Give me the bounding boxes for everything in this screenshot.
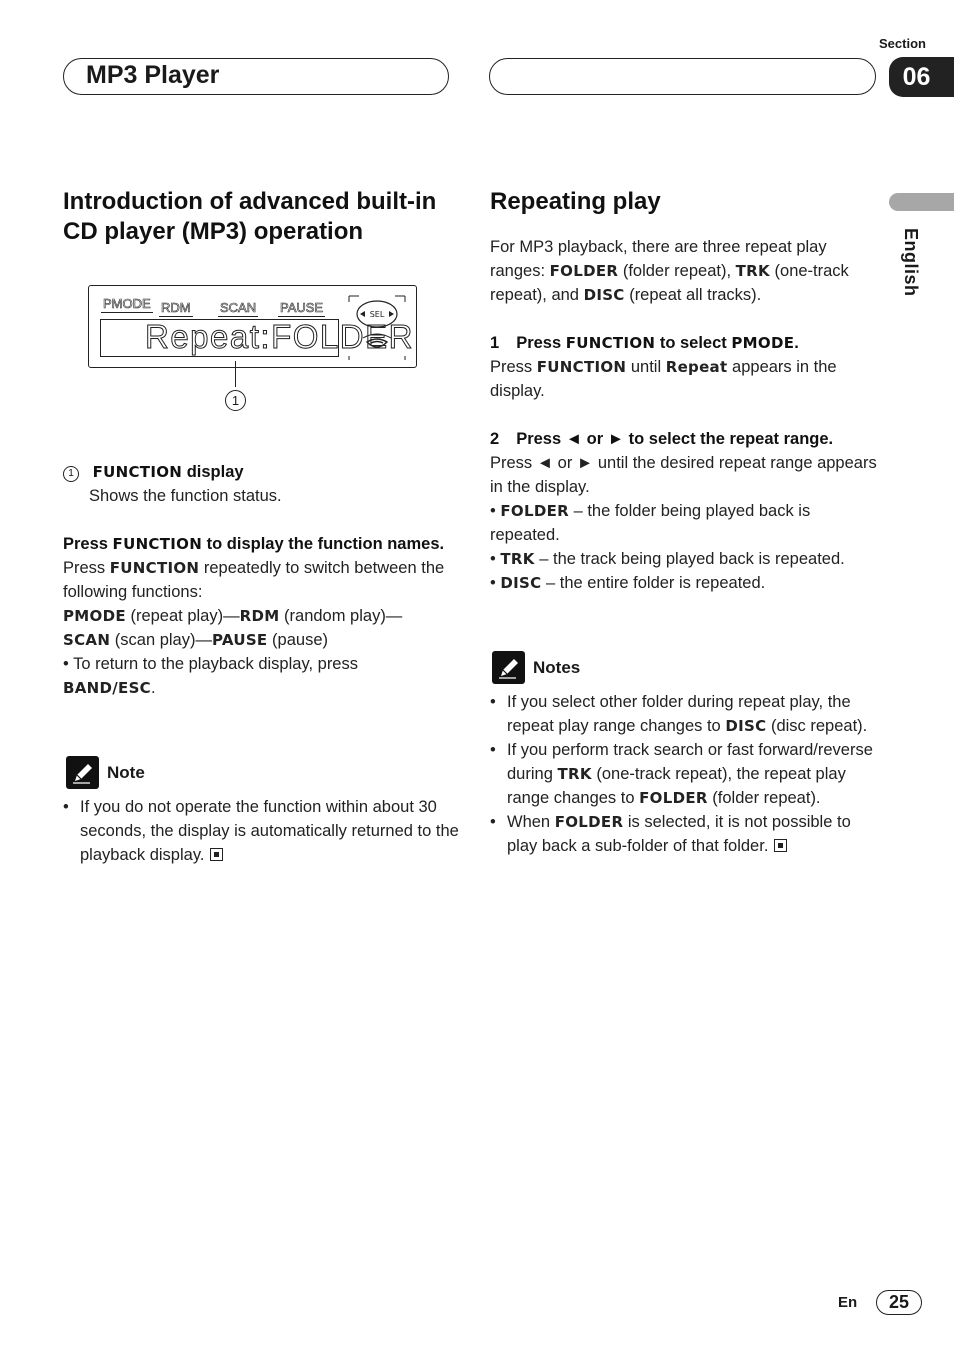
callout-description	[63, 460, 453, 508]
end-mark-icon	[210, 848, 223, 861]
section-label: Section	[879, 36, 926, 51]
lcd-label-pmode: PMODE	[103, 296, 151, 311]
note-item-2: • If you perform track search or fast forward/reverse during TRK (one-track repeat), the repeat play range changes to FOLDER (folder repeat).	[490, 738, 882, 810]
notes-label: Notes	[533, 657, 581, 677]
pencil-icon	[66, 756, 99, 789]
pencil-icon	[492, 651, 525, 684]
end-mark-icon	[774, 839, 787, 852]
step-1-heading: 1 Press FUNCTION to select PMODE.	[490, 334, 799, 352]
return-bullet: • To return to the playback display, press BAND/ESC.	[63, 655, 358, 697]
sel-dial-icon	[345, 290, 409, 364]
callout-line	[235, 361, 236, 387]
notes-list	[490, 690, 882, 858]
language-label: English	[901, 228, 921, 297]
step-2-bullet-disc: • DISC – the entire folder is repeated.	[490, 574, 766, 592]
step-1-body: Press FUNCTION until Repeat appears in the display.	[490, 358, 837, 400]
notes-header	[492, 651, 580, 684]
section-number-tab	[889, 57, 954, 97]
language-tab	[889, 193, 954, 211]
callout-item-number: 1	[63, 466, 79, 482]
callout-number: 1	[225, 390, 246, 411]
callout-item-title: display	[182, 463, 244, 481]
lcd-main-text: Repeat:FOLDER	[100, 319, 339, 357]
step-2	[490, 427, 882, 595]
function-list: PMODE (repeat play)—RDM (random play)— SCAN (scan play)—PAUSE (pause)	[63, 607, 403, 649]
step-2-bullet-trk: • TRK – the track being played back is repeated.	[490, 550, 845, 568]
header-right-frame	[489, 58, 876, 95]
note-item-1: • If you select other folder during repeat play, the repeat play range changes to DISC (disc repeat).	[490, 690, 882, 738]
page-number: 25	[876, 1290, 922, 1315]
lcd-label-pause: PAUSE	[280, 300, 324, 315]
lcd-label-scan: SCAN	[220, 300, 257, 315]
step-2-bullet-folder: • FOLDER – the folder being played back is repeated.	[490, 502, 811, 544]
press-function-section	[63, 532, 453, 700]
step-1	[490, 331, 882, 403]
step-2-body: Press ◄ or ► until the desired repeat range appears in the display.	[490, 454, 877, 496]
sel-label: SEL	[369, 310, 385, 319]
left-heading: Introduction of advanced built-in CD player (MP3) operation	[63, 188, 437, 245]
note-header	[66, 756, 145, 789]
callout-item-term: FUNCTION	[92, 463, 183, 481]
lcd-label-rdm: RDM	[161, 300, 191, 315]
note-label: Note	[107, 762, 145, 782]
footer-language: En	[838, 1294, 858, 1311]
note-item-3: • When FOLDER is selected, it is not possible to play back a sub-folder of that folder.	[490, 810, 882, 858]
function-display-illustration	[88, 285, 417, 368]
repeat-intro: For MP3 playback, there are three repeat play ranges: FOLDER (folder repeat), TRK (one-track repeat), and DISC (repeat all tracks).	[490, 238, 849, 304]
press-function-heading: Press FUNCTION to display the function names.	[63, 535, 445, 553]
section-number: 06	[902, 62, 931, 91]
callout-item-desc: Shows the function status.	[89, 487, 282, 505]
press-function-body: Press FUNCTION repeatedly to switch between the following functions:	[63, 559, 445, 601]
right-heading: Repeating play	[490, 188, 661, 215]
note-item: • If you do not operate the function within about 30 seconds, the display is automatically returned to the playback display.	[63, 795, 470, 867]
page-title: MP3 Player	[86, 61, 220, 89]
step-2-heading: 2 Press ◄ or ► to select the repeat range.	[490, 430, 834, 448]
